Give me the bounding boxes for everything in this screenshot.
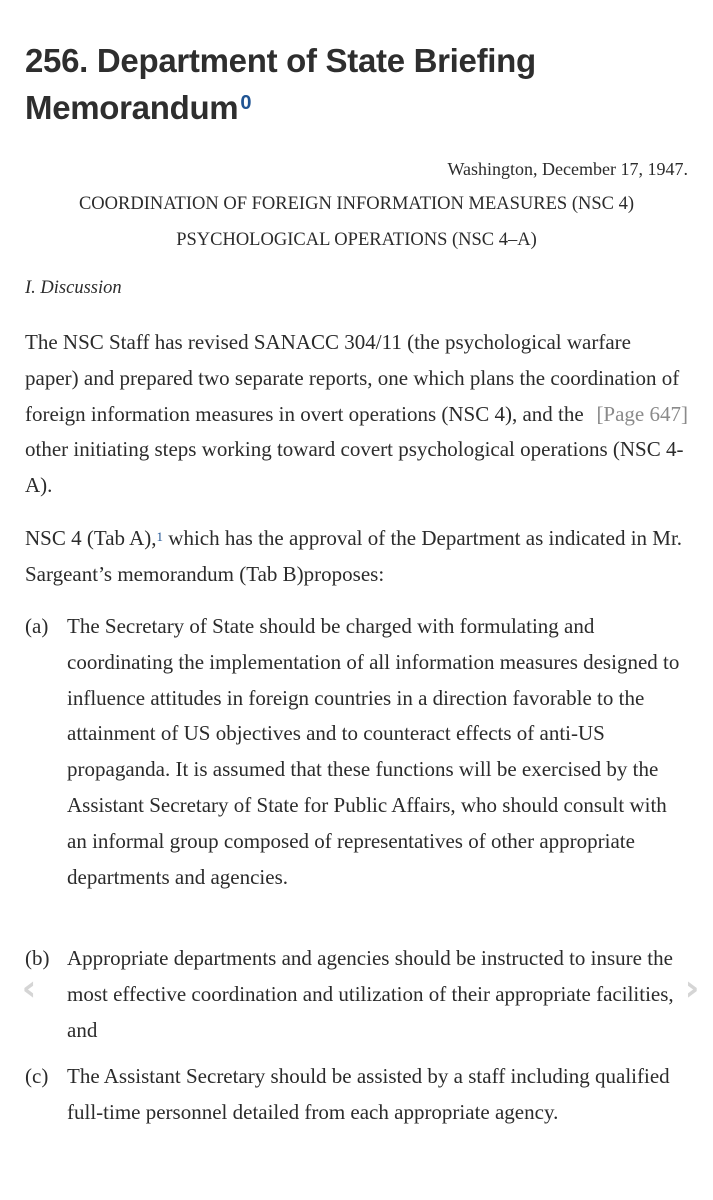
title-footnote-link[interactable]: 0 [240,92,252,114]
list-item [25,1059,688,1131]
paragraph-text: measures in overt operations (NSC 4), and the other initiating steps working toward covert psychological operations (NSC 4-A). [25,401,684,498]
previous-document-button[interactable] [14,968,44,1008]
list-item-label: (c) [25,1064,49,1088]
paragraph [25,521,688,593]
subject-heading: COORDINATION OF FOREIGN INFORMATION MEASURES (NSC 4) [78,194,635,214]
paragraph [25,325,688,504]
list-item-text: Appropriate departments and agencies should be instructed to insure the most effective coordination and utilization of their appropriate facilities, and [67,946,674,1042]
list-item [25,941,688,1048]
chevron-right-icon: › [684,967,700,1009]
dateline: Washington, December 17, 1947. [447,159,688,179]
paragraph-text: NSC 4 (Tab A), [25,526,157,550]
section-heading: I. Discussion [25,278,122,298]
paragraph-text: which has the approval of the Department as indicated in Mr. Sargeant’s memorandum (Tab B)proposes: [25,526,683,586]
list-item [25,609,688,895]
subject-heading: PSYCHOLOGICAL OPERATIONS (NSC 4–A) [176,230,537,250]
list-item-label: (b) [25,946,50,970]
list-item-text: The Assistant Secretary should be assisted by a staff including qualified full-time personnel detailed from each appropriate agency. [67,1064,670,1124]
page-marker: [Page 647] [596,401,688,426]
chevron-left-icon: ‹ [21,967,37,1009]
footnote-link[interactable]: 1 [156,529,164,544]
next-document-button[interactable] [677,968,707,1008]
title-text: 256. Department of State Briefing Memorandum [25,42,536,126]
list-item-text: The Secretary of State should be charged with formulating and coordinating the implementation of all information measures designed to influence attitudes in foreign countries in a direction favorable to the attainment of US objectives and to counteract effects of anti-US propaganda. It is assumed that these functions will be exercised by the Assistant Secretary of State for Public Affairs, who should consult with an informal group composed of representatives of other appropriate departments and agencies. [67,614,680,889]
paragraph-text: The NSC Staff has revised SANACC 304/11 (the psychological warfare paper) and prepared two separate reports, one which plans the coordination of foreign information [25,330,680,426]
list-item-label: (a) [25,614,49,638]
page-title [25,37,688,131]
